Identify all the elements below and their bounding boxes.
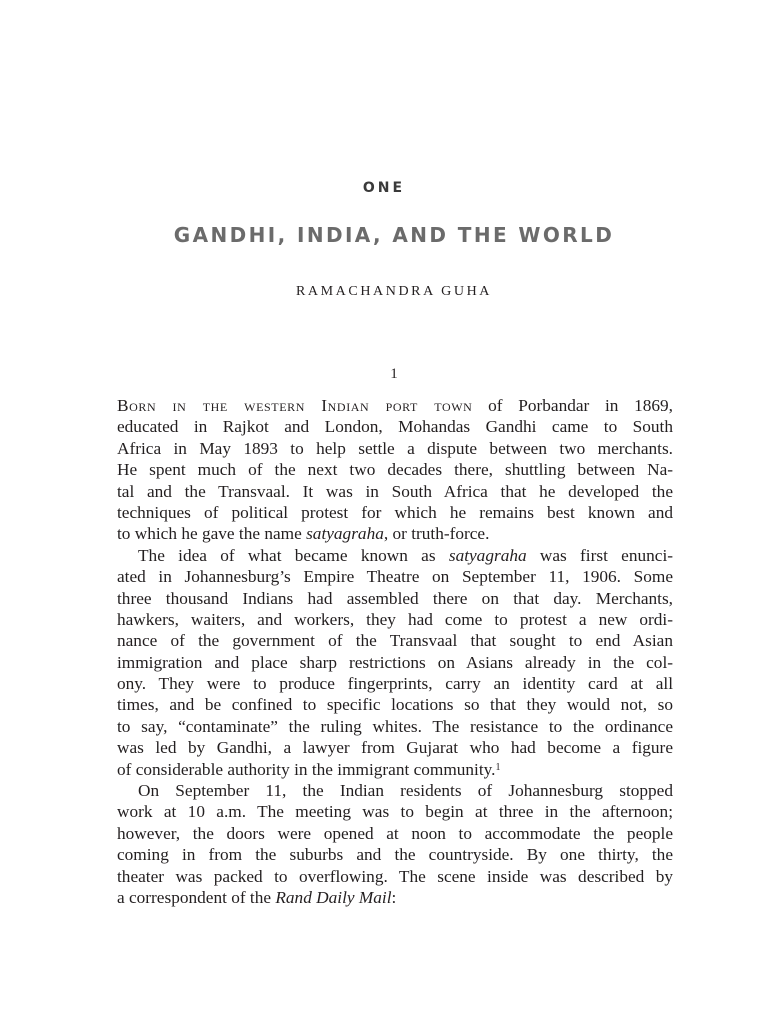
text-line: times, and be confined to specific locations so that they would not, so	[117, 695, 673, 715]
italic-term: satyagraha	[448, 545, 527, 565]
body-text	[117, 395, 673, 908]
text-line: coming in from the suburbs and the countryside. By one thirty, the	[117, 845, 673, 865]
text-line: He spent much of the next two decades there, shuttling between Na-	[117, 460, 673, 480]
text-line	[117, 887, 673, 908]
text-fragment: The idea of what became known as	[138, 545, 449, 565]
text-line: three thousand Indians had assembled there on that day. Merchants,	[117, 588, 673, 608]
text-line	[117, 545, 673, 566]
chapter-title: GANDHI, INDIA, AND THE WORLD	[173, 223, 615, 247]
text-fragment: :	[391, 887, 397, 907]
text-line: Africa in May 1893 to help settle a dispute between two merchants.	[117, 438, 673, 458]
text-line: theater was packed to overflowing. The scene inside was described by	[117, 866, 673, 886]
text-line: nance of the government of the Transvaal that sought to end Asian	[117, 631, 673, 651]
paragraph-1	[117, 395, 673, 545]
text-line: however, the doors were opened at noon to accommodate the people	[117, 823, 673, 843]
chapter-author: RAMACHANDRA GUHA	[295, 284, 492, 299]
text-line	[117, 395, 673, 416]
text-fragment: , or truth-force.	[383, 524, 490, 544]
italic-term: satyagraha	[306, 524, 384, 544]
footnote-marker[interactable]: 1	[495, 761, 501, 773]
text-fragment: of Porbandar in 1869,	[472, 396, 673, 415]
text-line: work at 10 a.m. The meeting was to begin at three in the afternoon;	[117, 802, 673, 822]
text-line: was led by Gandhi, a lawyer from Gujarat who had become a figure	[117, 738, 673, 758]
opening-small-caps: Born in the western Indian port town	[117, 396, 473, 415]
text-line	[117, 759, 673, 780]
text-line: On September 11, the Indian residents of Johannesburg stopped	[138, 781, 673, 801]
text-line: hawkers, waiters, and workers, they had come to protest a new ordi-	[117, 609, 673, 629]
paragraph-2	[117, 545, 673, 780]
text-line: tal and the Transvaal. It was in South Africa that he developed the	[117, 481, 673, 501]
section-number: 1	[390, 366, 398, 382]
text-line: techniques of political protest for which he remains best known and	[117, 502, 673, 522]
text-fragment: a correspondent of the	[117, 887, 276, 907]
text-fragment: of considerable authority in the immigrant community.	[117, 759, 496, 779]
text-line	[117, 523, 673, 544]
text-fragment: to which he gave the name	[117, 524, 307, 544]
text-fragment: was first enunci-	[526, 545, 673, 565]
text-line: to say, “contaminate” the ruling whites. The resistance to the ordinance	[117, 716, 673, 736]
text-line: immigration and place sharp restrictions on Asians already in the col-	[117, 652, 673, 672]
italic-term: Rand Daily Mail	[275, 887, 392, 907]
text-line: educated in Rajkot and London, Mohandas Gandhi came to South	[117, 417, 673, 437]
paragraph-3	[117, 780, 673, 908]
text-line: ony. They were to produce fingerprints, carry an identity card at all	[117, 674, 673, 694]
text-line: ated in Johannesburg’s Empire Theatre on September 11, 1906. Some	[117, 567, 673, 587]
chapter-number: ONE	[362, 180, 406, 196]
